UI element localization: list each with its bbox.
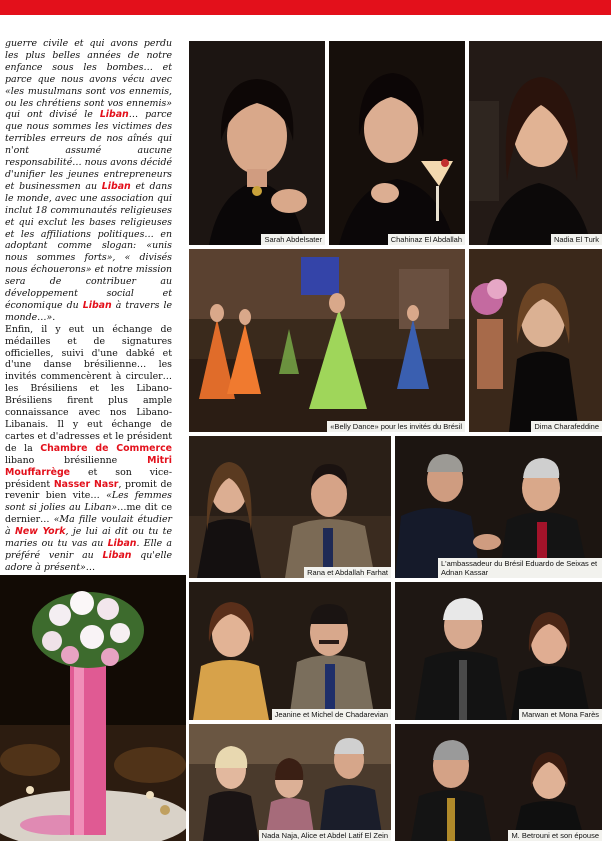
highlight-liban: Liban — [101, 180, 131, 192]
photo-caption: Chahinaz El Abdallah — [388, 234, 465, 245]
text-run: , promit de revenir bien vite… — [5, 478, 172, 502]
photo-10 — [189, 724, 391, 841]
portrait-woman-image — [189, 41, 325, 245]
highlight-liban: Liban — [99, 109, 129, 121]
photo-caption: Nadia El Turk — [551, 234, 602, 245]
photo-flower-centerpiece — [0, 575, 186, 841]
couple-betrouni-image — [395, 724, 602, 841]
photo-8 — [189, 582, 391, 720]
photo-11 — [395, 724, 602, 841]
photo-3 — [469, 41, 602, 245]
portrait-woman-cocktail-image — [329, 41, 465, 245]
photo-caption: «Belly Dance» pour les invités du Brésil — [327, 421, 465, 432]
photo-1 — [189, 41, 325, 245]
couple-chadarevian-image — [189, 582, 391, 720]
text-run: à travers le monde…». — [5, 299, 172, 323]
text-run: …me dit ce dernier… — [5, 502, 172, 526]
couple-fares-image — [395, 582, 602, 720]
highlight-chamber: Chambre de Commerce — [40, 442, 172, 454]
group-zein-image — [189, 724, 391, 841]
ambassador-image — [395, 436, 602, 578]
quote-run: qu'elle adore à présent»… — [5, 549, 172, 573]
photo-2 — [329, 41, 465, 245]
photo-7 — [395, 436, 602, 578]
highlight-liban: Liban — [82, 299, 112, 311]
text-run: libano brésilienne — [5, 454, 148, 466]
article-paragraph-1 — [5, 38, 172, 324]
photo-caption: M. Betrouni et son épouse — [508, 830, 602, 841]
photo-9 — [395, 582, 602, 720]
photo-4 — [189, 249, 465, 432]
highlight-city: New York — [15, 526, 66, 538]
portrait-woman-black-dress-image — [469, 249, 602, 432]
quote-run: «Ma fille voulait étudier à — [5, 514, 172, 538]
photo-caption: Marwan et Mona Farès — [519, 709, 602, 720]
quote-run: . Elle a préféré venir au — [5, 538, 172, 561]
photo-caption: L'ambassadeur du Brésil Eduardo de Seixas et Adnan Kassar — [438, 558, 602, 578]
text-run: Enfin, il y eut un échange de médailles et de signatures officielles, suivi d'une dabké et d'une danse brésilienne… les invités commencèrent à circuler… les Brésiliens et les Libano-Brésiliens firent plus ample connaissance avec nos Libano-Libanais. Il y eut échange de cartes et d'adresses et le président de la — [5, 323, 172, 454]
photo-caption: Jeanine et Michel de Chadarevian — [272, 709, 391, 720]
highlight-name: Nasser Nasr — [53, 478, 119, 490]
article-text — [5, 38, 172, 574]
quote-run: , je lui ai dit ou tu te maries ou tu vas au — [5, 526, 172, 550]
header-red-band — [0, 0, 611, 15]
couple-image — [189, 436, 391, 578]
photo-caption: Rana et Abdallah Farhat — [304, 567, 391, 578]
quote-run: «Les femmes sont si jolies au Liban» — [5, 490, 172, 514]
highlight-liban: Liban — [102, 549, 132, 561]
belly-dance-image — [189, 249, 465, 432]
article-paragraph-2 — [5, 324, 172, 574]
photo-caption: Dima Charafeddine — [531, 421, 602, 432]
text-run: guerre civile et qui avons perdu les plus belles années de notre enfance sous les bombes… et parce que nous avons vécu avec «les musulmans sont vos ennemis, ou les chrétiens sont vos ennemis» qui ont divisé le — [5, 38, 172, 121]
highlight-liban: Liban — [107, 538, 137, 550]
photo-5 — [469, 249, 602, 432]
photo-caption: Nada Naja, Alice et Abdel Latif El Zein — [259, 830, 391, 841]
highlight-name: Mitri Mouffarrège — [5, 454, 172, 478]
flower-centerpiece-image — [0, 575, 186, 841]
text-run: et dans le monde, avec une association qui inclut 18 communautés religieuses et qui exclut les bases religieuses et les affiliations politiques… en adoptant comme slogan: «unis nous sommes forts», « divisés nous échouerons» et notre mission sera de contribuer au développement social et économique du — [5, 180, 172, 311]
photo-6 — [189, 436, 391, 578]
text-run: et son vice-président — [5, 466, 172, 490]
text-run: … parce que nous sommes les victimes des terribles erreurs de nos aînés qui n'ont assumé aucune responsabilité… nous avons décidé d'unifier les jeunes entrepreneurs et businessmen au — [5, 109, 172, 192]
photo-caption: Sarah Abdelsater — [261, 234, 325, 245]
portrait-woman-dark-hair-image — [469, 41, 602, 245]
